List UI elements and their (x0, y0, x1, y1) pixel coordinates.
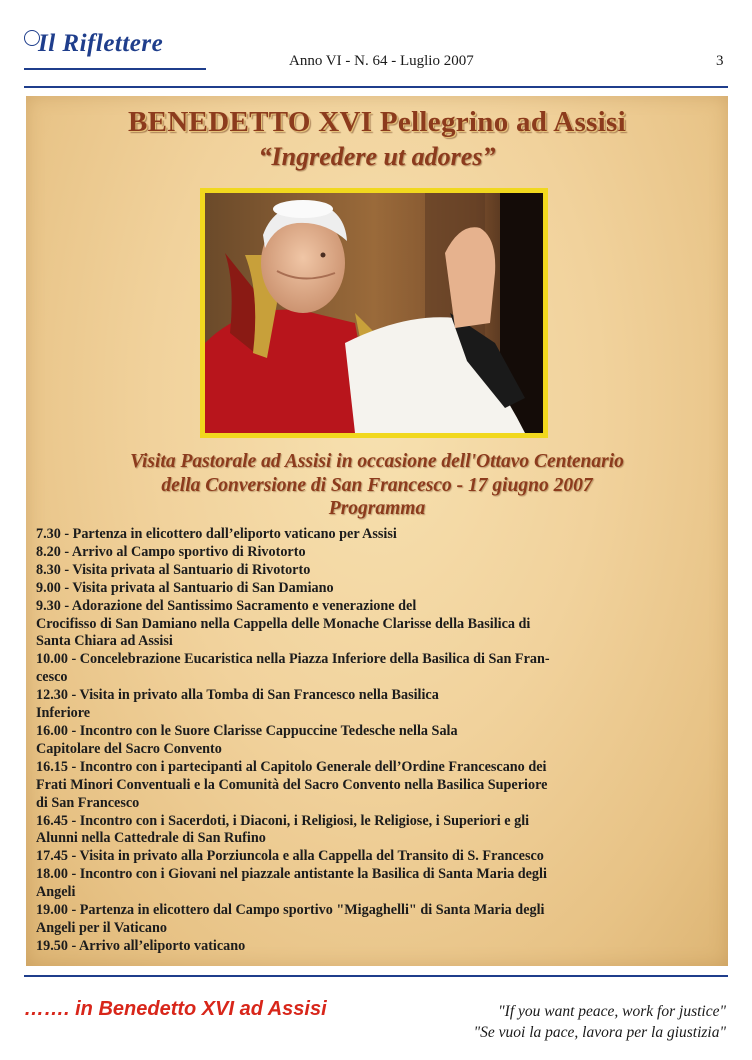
occasion-line-2: della Conversione di San Francesco - 17 giugno 2007 (161, 475, 593, 496)
program-line: Frati Minori Conventuali e la Comunità del Sacro Convento nella Basilica Superiore (36, 776, 548, 793)
program-line: 12.30 - Visita in privato alla Tomba di San Francesco nella Basilica (36, 687, 439, 704)
program-line: Santa Chiara ad Assisi (36, 633, 173, 650)
quote-italian: "Se vuoi la pace, lavora per la giustizia" (473, 1024, 726, 1041)
quote-english: "If you want peace, work for justice" (498, 1003, 726, 1020)
program-line: Alunni nella Cattedrale di San Rufino (36, 830, 266, 847)
program-line: 17.45 - Visita in privato alla Porziuncola e alla Cappella del Transito di S. Francesco (36, 848, 544, 865)
program-line: 16.00 - Incontro con le Suore Clarisse Cappuccine Tedesche nella Sala (36, 722, 458, 739)
footer-divider (24, 975, 728, 977)
program-line: 8.20 - Arrivo al Campo sportivo di Rivotorto (36, 543, 306, 560)
program-line: 16.45 - Incontro con i Sacerdoti, i Diaconi, i Religiosi, le Religiose, i Superiori e gli (36, 812, 530, 829)
program-line: 9.30 - Adorazione del Santissimo Sacramento e venerazione del (36, 597, 417, 614)
footer-section-title: ……. in Benedetto XVI ad Assisi (24, 998, 327, 1020)
logo-underline (24, 68, 206, 70)
program-line: Crocifisso di San Damiano nella Cappella delle Monache Clarisse della Basilica di (36, 615, 531, 632)
program-line: Capitolare del Sacro Convento (36, 740, 222, 757)
program-line: 9.00 - Visita privata al Santuario di San Damiano (36, 579, 334, 596)
program-list (36, 526, 721, 956)
program-line: 10.00 - Concelebrazione Eucaristica nella Piazza Inferiore della Basilica di San Fran- (36, 651, 550, 668)
article-motto: “Ingredere ut adores” (258, 142, 496, 171)
program-line: 7.30 - Partenza in elicottero dall’eliporto vaticano per Assisi (36, 526, 397, 542)
program-line: 16.15 - Incontro con i partecipanti al Capitolo Generale dell’Ordine Francescano dei (36, 758, 547, 775)
pope-photo-image (205, 193, 543, 433)
magazine-logo (24, 30, 214, 74)
page-number: 3 (716, 53, 724, 69)
footer-quote (406, 1001, 726, 1043)
program-line: cesco (36, 669, 68, 686)
program-line: Inferiore (36, 705, 91, 722)
issue-info: Anno VI - N. 64 - Luglio 2007 (289, 53, 474, 69)
program-line: Angeli (36, 884, 76, 901)
program-line: di San Francesco (36, 794, 140, 811)
program-title: Programma (328, 498, 426, 519)
header-divider (24, 86, 728, 88)
article-headline: BENEDETTO XVI Pellegrino ad Assisi (128, 106, 626, 138)
pope-photo (200, 188, 548, 438)
occasion-line-1: Visita Pastorale ad Assisi in occasione dell'Ottavo Centenario (130, 451, 624, 472)
visit-occasion (26, 450, 728, 498)
program-line: 19.50 - Arrivo all’eliporto vaticano (36, 937, 246, 954)
program-line: Angeli per il Vaticano (36, 919, 167, 936)
program-line: 8.30 - Visita privata al Santuario di Rivotorto (36, 561, 311, 578)
article-panel (26, 96, 728, 966)
logo-text: Il Riflettere (38, 30, 164, 57)
program-line: 18.00 - Incontro con i Giovani nel piazzale antistante la Basilica di Santa Maria degli (36, 866, 547, 883)
program-line: 19.00 - Partenza in elicottero dal Campo sportivo "Migaghelli" di Santa Maria degli (36, 902, 545, 919)
